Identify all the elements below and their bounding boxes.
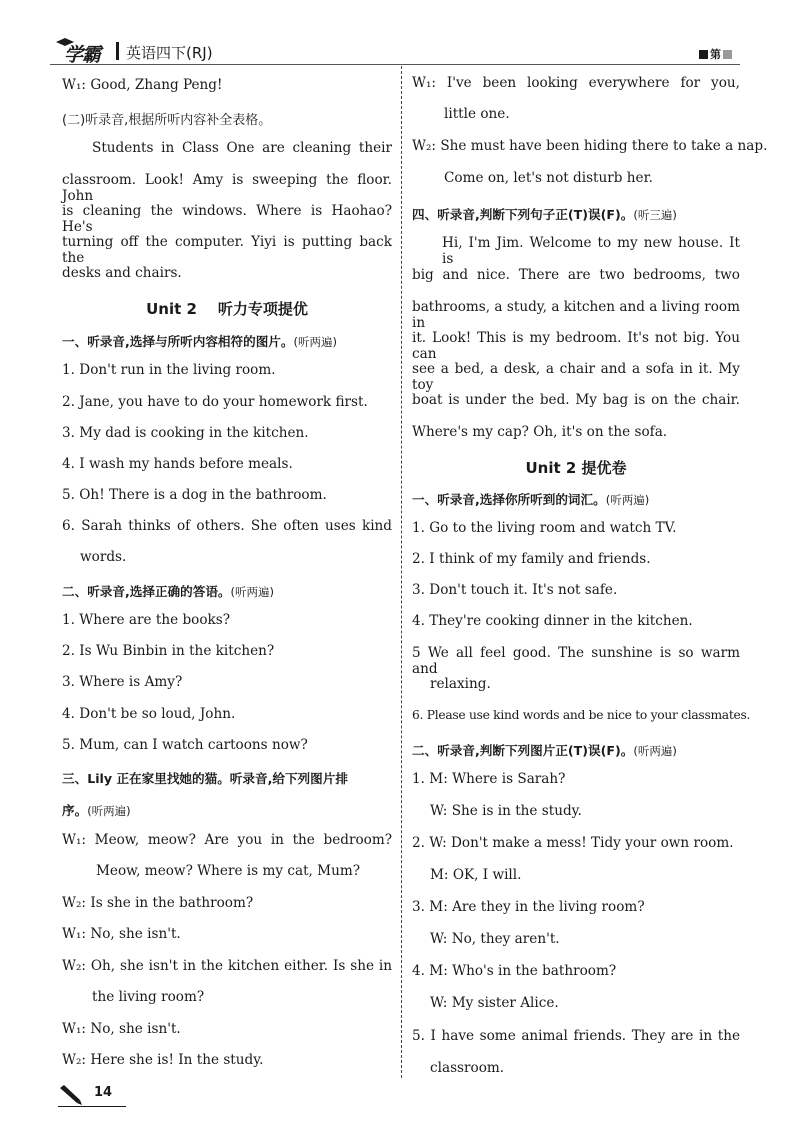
- passage-line: Students in Class One are cleaning their: [92, 140, 392, 156]
- list-item: 3. My dad is cooking in the kitchen.: [62, 425, 309, 441]
- section-heading: 三、Lily 正在家里找她的猫。听录音,给下列图片排: [62, 771, 348, 786]
- dialogue-line: W₁: Meow, meow? Are you in the bedroom?: [62, 832, 392, 848]
- passage-line: is cleaning the windows. Where is Haohao? He's: [62, 203, 392, 235]
- section-heading: 二、听录音,判断下列图片正(T)误(F)。(听两遍): [412, 743, 677, 758]
- list-item: 2. I think of my family and friends.: [412, 551, 651, 567]
- dialogue-line: W₂: Here she is! In the study.: [62, 1052, 264, 1068]
- passage-line: boat is under the bed. My bag is on the chair.: [412, 392, 740, 408]
- list-item: 1. Where are the books?: [62, 612, 231, 628]
- list-item: words.: [80, 549, 127, 565]
- dialogue-line: W₂: Is she in the bathroom?: [62, 895, 254, 911]
- dialogue-line: W₂: She must have been hiding there to take a nap.: [412, 138, 768, 154]
- passage-line: see a bed, a desk, a chair and a sofa in it. My toy: [412, 361, 740, 393]
- list-item: 3. Where is Amy?: [62, 674, 183, 690]
- dialogue-line: 1. M: Where is Sarah?: [412, 771, 566, 787]
- pencil-icon: [58, 1084, 84, 1106]
- dialogue-line: W₁: No, she isn't.: [62, 1021, 181, 1037]
- dialogue-line: W: She is in the study.: [430, 803, 582, 819]
- dialogue-line: W₁: No, she isn't.: [62, 926, 181, 942]
- section-heading: 一、听录音,选择你所听到的词汇。(听两遍): [412, 492, 650, 507]
- list-item: 6. Sarah thinks of others. She often uses kind: [62, 518, 392, 534]
- dialogue-line: W₁: I've been looking everywhere for you,: [412, 75, 740, 91]
- list-item: 6. Please use kind words and be nice to your classmates.: [412, 708, 751, 722]
- passage-line: bathrooms, a study, a kitchen and a living room in: [412, 299, 740, 331]
- list-item: 5. Mum, can I watch cartoons now?: [62, 737, 308, 753]
- list-item: 1. Go to the living room and watch TV.: [412, 520, 677, 536]
- dialogue-line: the living room?: [92, 989, 205, 1005]
- list-item: 2. Is Wu Binbin in the kitchen?: [62, 643, 275, 659]
- list-item: 5. Oh! There is a dog in the bathroom.: [62, 487, 327, 503]
- dialogue-line: 3. M: Are they in the living room?: [412, 899, 645, 915]
- page-mark: 第: [699, 46, 734, 62]
- section-heading: 一、听录音,选择与所听内容相符的图片。(听两遍): [62, 334, 337, 349]
- page-footer: [58, 1084, 138, 1110]
- dialogue-line: W₁: Good, Zhang Peng!: [62, 77, 223, 93]
- list-item: 5 We all feel good. The sunshine is so warm and: [412, 645, 740, 677]
- unit-title: Unit 2 听力专项提优: [146, 300, 308, 318]
- footer-rule: [58, 1106, 126, 1107]
- dialogue-line: 4. M: Who's in the bathroom?: [412, 963, 617, 979]
- dialogue-line: 2. W: Don't make a mess! Tidy your own room.: [412, 835, 734, 851]
- list-item: 2. Jane, you have to do your homework first.: [62, 394, 368, 410]
- dialogue-line: little one.: [444, 106, 510, 122]
- list-item: 3. Don't touch it. It's not safe.: [412, 582, 618, 598]
- dialogue-line: W: No, they aren't.: [430, 931, 560, 947]
- dialogue-line: M: OK, I will.: [430, 867, 522, 883]
- brand-logo: 学霸: [64, 44, 101, 66]
- section-heading: (二)听录音,根据所听内容补全表格。: [62, 113, 272, 128]
- dialogue-line: Come on, let's not disturb her.: [444, 170, 653, 186]
- passage-line: it. Look! This is my bedroom. It's not big. You can: [412, 330, 740, 362]
- dialogue-line: classroom.: [430, 1060, 505, 1076]
- list-item: relaxing.: [430, 676, 491, 692]
- section-heading: 二、听录音,选择正确的答语。(听两遍): [62, 584, 274, 599]
- dialogue-line: W₂: Oh, she isn't in the kitchen either. Is she in: [62, 958, 392, 974]
- header-rule: [50, 64, 740, 65]
- list-item: 1. Don't run in the living room.: [62, 362, 276, 378]
- header-separator: [116, 42, 119, 60]
- dialogue-line: 5. I have some animal friends. They are in the: [412, 1028, 740, 1044]
- passage-line: Hi, I'm Jim. Welcome to my new house. It is: [442, 235, 740, 267]
- book-subject: 英语四下(RJ): [126, 44, 213, 62]
- passage-line: turning off the computer. Yiyi is putting back the: [62, 234, 392, 266]
- dialogue-line: W: My sister Alice.: [430, 995, 559, 1011]
- list-item: 4. Don't be so loud, John.: [62, 706, 236, 722]
- page-header: [50, 38, 740, 66]
- section-heading: 四、听录音,判断下列句子正(T)误(F)。(听三遍): [412, 207, 677, 222]
- passage-line: classroom. Look! Amy is sweeping the floor. John: [62, 172, 392, 204]
- list-item: 4. They're cooking dinner in the kitchen.: [412, 613, 693, 629]
- list-item: 4. I wash my hands before meals.: [62, 456, 293, 472]
- section-heading: 序。(听两遍): [62, 803, 131, 818]
- unit-title: Unit 2 提优卷: [525, 459, 627, 477]
- column-divider: [401, 66, 402, 1078]
- page-number: 14: [94, 1085, 113, 1100]
- passage-line: big and nice. There are two bedrooms, two: [412, 267, 740, 283]
- dialogue-line: Meow, meow? Where is my cat, Mum?: [96, 863, 361, 879]
- passage-line: Where's my cap? Oh, it's on the sofa.: [412, 424, 668, 440]
- passage-line: desks and chairs.: [62, 265, 182, 281]
